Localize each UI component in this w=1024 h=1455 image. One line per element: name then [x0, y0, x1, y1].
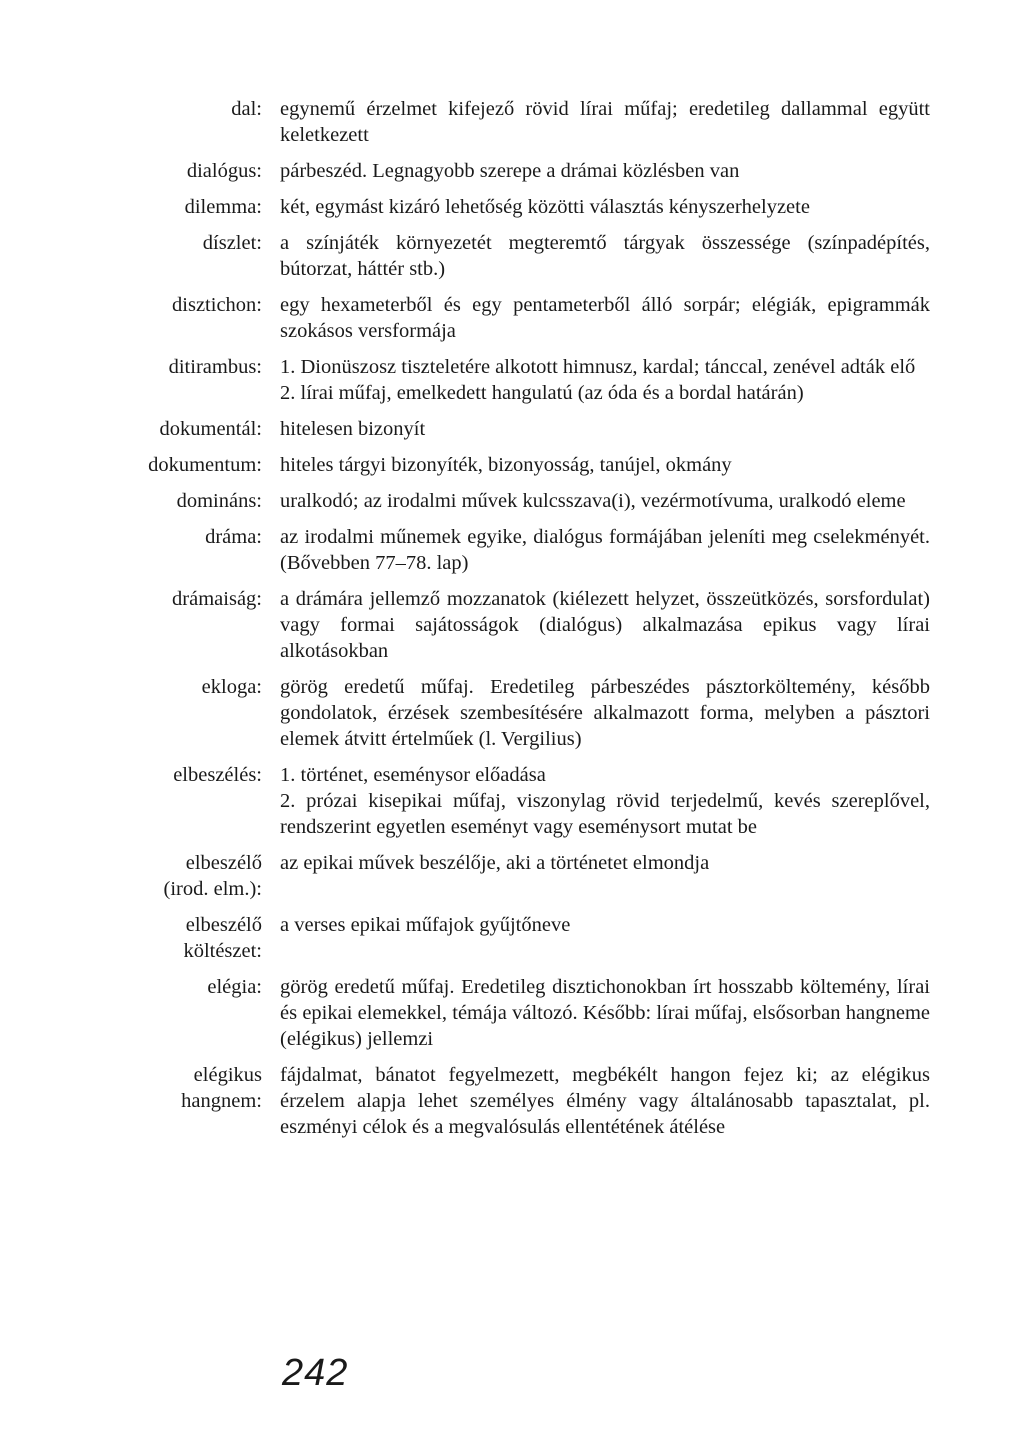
- entry-definition-paragraph: hitelesen bizonyít: [280, 418, 426, 440]
- entry-term: [100, 194, 280, 220]
- entry-term-line: domináns:: [176, 490, 262, 512]
- glossary-entries: [100, 96, 930, 1150]
- glossary-entry: [100, 416, 930, 442]
- entry-definition-paragraph: 1. Dionüszosz tiszteletére alkotott himnusz, kardal; tánccal, zenével adták elő: [280, 356, 916, 378]
- entry-term: [100, 230, 280, 256]
- entry-definition-paragraph: uralkodó; az irodalmi művek kulcsszava(i), vezérmotívuma, uralkodó eleme: [280, 490, 906, 512]
- entry-definition: [280, 230, 930, 282]
- glossary-entry: [100, 158, 930, 184]
- glossary-entry: [100, 524, 930, 576]
- glossary-entry: [100, 974, 930, 1052]
- entry-term: [100, 912, 280, 964]
- entry-term-line: dialógus:: [186, 160, 262, 182]
- entry-definition: [280, 974, 930, 1052]
- entry-definition-paragraph: a drámára jellemző mozzanatok (kiélezett helyzet, összeütközés, sorsfordulat) vagy formai sajátosságok (dialógus) alkalmazása epikus vagy lírai alkotásokban: [280, 588, 930, 662]
- glossary-entry: [100, 674, 930, 752]
- entry-definition-paragraph: két, egymást kizáró lehetőség közötti választás kényszerhelyzete: [280, 196, 810, 218]
- entry-definition-paragraph: egynemű érzelmet kifejező rövid lírai műfaj; eredetileg dallammal együtt keletkezett: [280, 98, 930, 146]
- entry-term-line: dokumentál:: [159, 418, 262, 440]
- entry-definition: [280, 762, 930, 840]
- entry-definition-paragraph: párbeszéd. Legnagyobb szerepe a drámai közlésben van: [280, 160, 740, 182]
- entry-definition: [280, 354, 930, 406]
- entry-definition: [280, 1062, 930, 1140]
- entry-term: [100, 586, 280, 612]
- entry-definition: [280, 586, 930, 664]
- glossary-entry: [100, 354, 930, 406]
- entry-definition: [280, 96, 930, 148]
- entry-term-line: díszlet:: [202, 232, 262, 254]
- entry-definition: [280, 194, 930, 220]
- entry-term-line: ditirambus:: [168, 356, 262, 378]
- entry-term: [100, 96, 280, 122]
- entry-definition: [280, 850, 930, 876]
- entry-term: [100, 524, 280, 550]
- entry-term: [100, 158, 280, 184]
- entry-term-line: dokumentum:: [148, 454, 262, 476]
- entry-term: [100, 416, 280, 442]
- entry-term-line: (irod. elm.):: [163, 878, 262, 900]
- entry-term-line: ekloga:: [201, 676, 262, 698]
- entry-definition: [280, 524, 930, 576]
- entry-term-line: disztichon:: [172, 294, 262, 316]
- glossary-entry: [100, 762, 930, 840]
- entry-definition-paragraph: 1. történet, eseménysor előadása: [280, 764, 546, 786]
- entry-definition-paragraph: görög eredetű műfaj. Eredetileg disztichonokban írt hosszabb költemény, lírai és epikai elemekkel, témája változó. Később: lírai műfaj, elsősorban hangneme (elégikus) jellemzi: [280, 976, 930, 1050]
- glossary-entry: [100, 230, 930, 282]
- entry-definition: [280, 488, 930, 514]
- glossary-entry: [100, 850, 930, 902]
- entry-term-line: dilemma:: [184, 196, 262, 218]
- glossary-entry: [100, 586, 930, 664]
- glossary-entry: [100, 452, 930, 478]
- glossary-entry: [100, 292, 930, 344]
- entry-term-line: dal:: [231, 98, 262, 120]
- entry-definition: [280, 158, 930, 184]
- entry-definition-paragraph: az irodalmi műnemek egyike, dialógus formájában jeleníti meg cselekményét. (Bővebben 77–78. lap): [280, 526, 930, 574]
- entry-definition-paragraph: a verses epikai műfajok gyűjtőneve: [280, 914, 571, 936]
- entry-term: [100, 452, 280, 478]
- entry-term-line: elégikus: [193, 1064, 262, 1086]
- entry-definition: [280, 674, 930, 752]
- page-number: 242: [282, 1352, 349, 1394]
- entry-term-line: elégia:: [207, 976, 262, 998]
- glossary-entry: [100, 1062, 930, 1140]
- entry-term-line: dráma:: [205, 526, 262, 548]
- entry-definition: [280, 912, 930, 938]
- entry-term: [100, 354, 280, 380]
- entry-term: [100, 488, 280, 514]
- entry-term: [100, 762, 280, 788]
- entry-term: [100, 974, 280, 1000]
- entry-definition-paragraph: 2. lírai műfaj, emelkedett hangulatú (az óda és a bordal határán): [280, 382, 804, 404]
- glossary-entry: [100, 488, 930, 514]
- entry-definition-paragraph: az epikai művek beszélője, aki a történetet elmondja: [280, 852, 710, 874]
- glossary-entry: [100, 96, 930, 148]
- entry-term: [100, 674, 280, 700]
- entry-term-line: hangnem:: [181, 1090, 262, 1112]
- entry-term: [100, 850, 280, 902]
- entry-definition-paragraph: a színjáték környezetét megteremtő tárgyak összessége (színpadépítés, bútorzat, háttér stb.): [280, 232, 930, 280]
- entry-definition: [280, 416, 930, 442]
- entry-term: [100, 292, 280, 318]
- entry-definition-paragraph: hiteles tárgyi bizonyíték, bizonyosság, tanújel, okmány: [280, 454, 732, 476]
- entry-definition-paragraph: 2. prózai kisepikai műfaj, viszonylag rövid terjedelmű, kevés szereplővel, rendszerint egyetlen eseményt vagy eseménysort mutat be: [280, 790, 930, 838]
- entry-term-line: drámaiság:: [172, 588, 262, 610]
- entry-term: [100, 1062, 280, 1114]
- entry-definition-paragraph: egy hexameterből és egy pentameterből álló sorpár; elégiák, epigrammák szokásos versformája: [280, 294, 930, 342]
- entry-term-line: elbeszélő: [185, 914, 262, 936]
- entry-definition-paragraph: fájdalmat, bánatot fegyelmezett, megbékélt hangon fejez ki; az elégikus érzelem alapja lehet személyes élmény vagy általánosabb tapasztalat, pl. eszményi célok és a megvalósulás ellentétének átélése: [280, 1064, 930, 1138]
- entry-term-line: elbeszélő: [185, 852, 262, 874]
- entry-term-line: elbeszélés:: [173, 764, 262, 786]
- entry-definition-paragraph: görög eredetű műfaj. Eredetileg párbeszédes pásztorköltemény, később gondolatok, érzések szembesítésére alkalmazott forma, melyben a pásztori elemek átvitt értelműek (l. Vergilius): [280, 676, 930, 750]
- entry-term-line: költészet:: [183, 940, 262, 962]
- entry-definition: [280, 452, 930, 478]
- glossary-entry: [100, 912, 930, 964]
- entry-definition: [280, 292, 930, 344]
- glossary-entry: [100, 194, 930, 220]
